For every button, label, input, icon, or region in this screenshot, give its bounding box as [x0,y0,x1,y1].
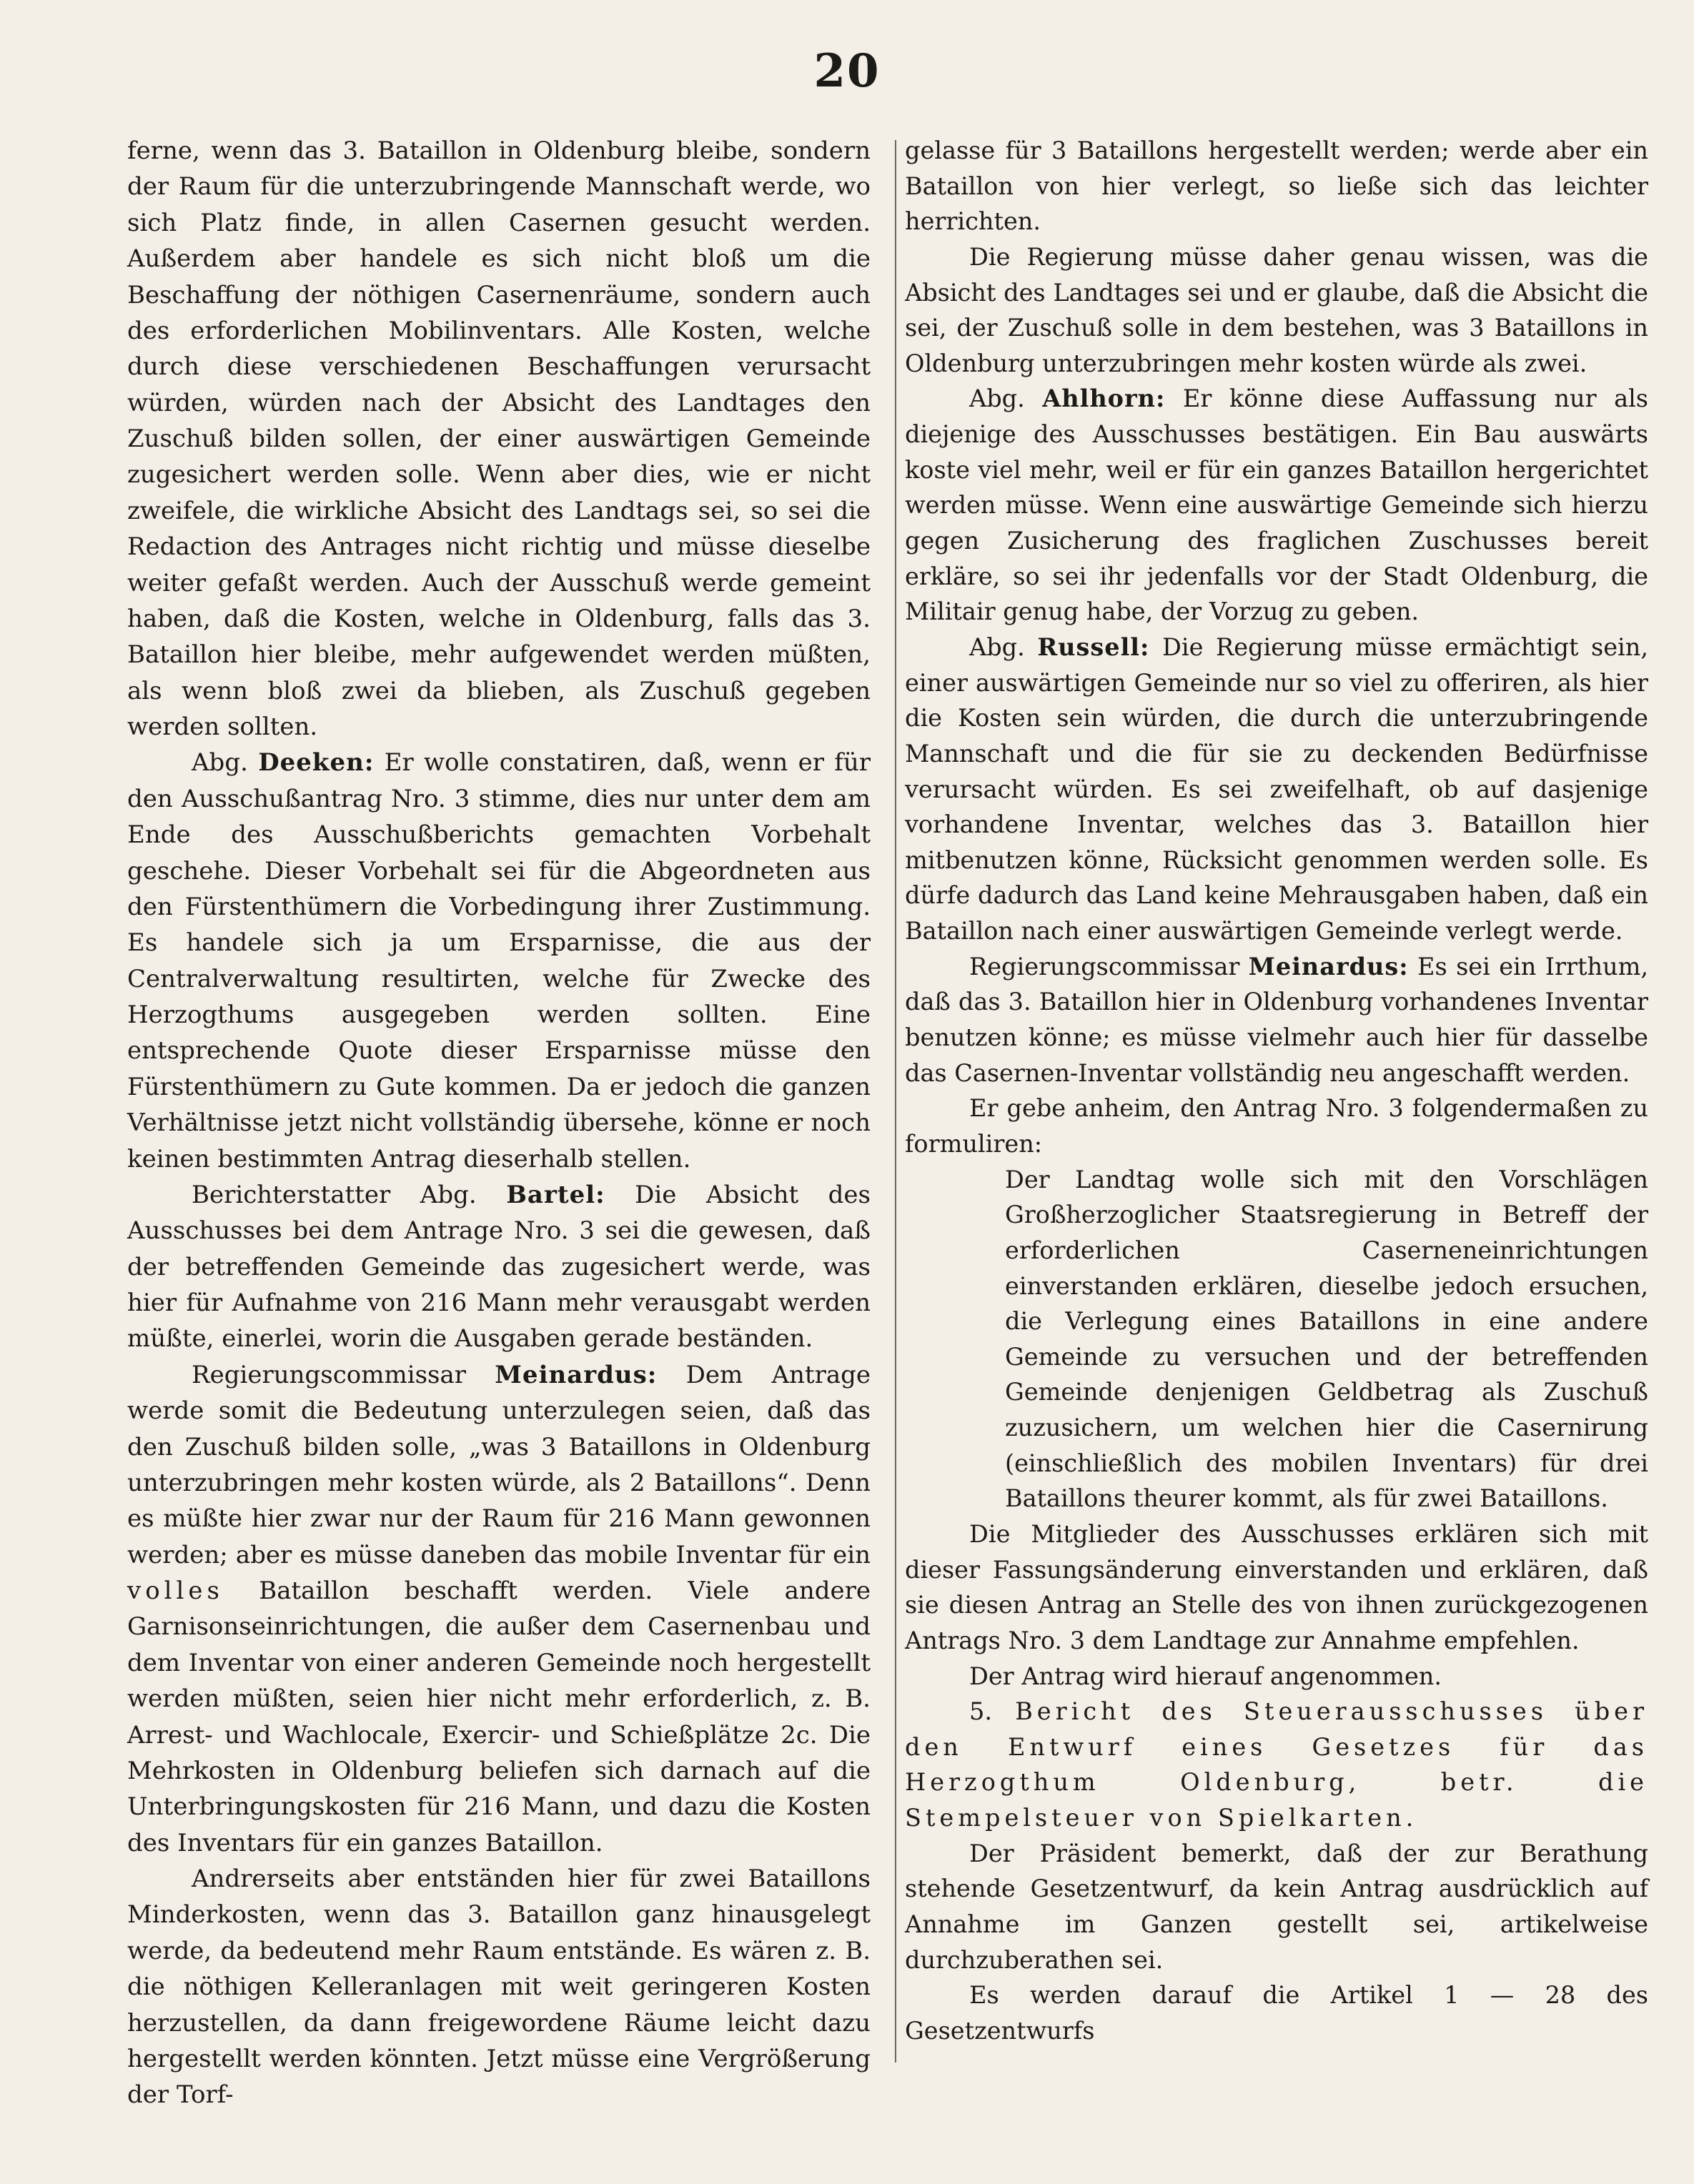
speech-text: Es sei ein Irrthum, daß das 3. Bataillon hier in Oldenburg vorhandenes Inventar benutzen könne; es müsse vielmehr auch hier für dasselbe das Casernen-Inventar vollständig neu angeschafft werden. [905,952,1649,1087]
speaker-prefix: Abg. [969,384,1025,413]
paragraph: gelasse für 3 Bataillons hergestellt werden; werde aber ein Bataillon von hier verlegt, so ließe sich das leichter herrichten. [905,136,1648,236]
spaced-emphasis: volles [127,1577,224,1605]
speaker-prefix: Regierungscommissar [192,1360,467,1389]
paragraph: Der Präsident bemerkt, daß der zur Berathung stehende Gesetzentwurf, da kein Antrag ausdrücklich auf Annahme im Ganzen gestellt sei, artikelweise durchzuberathen sei. [905,1839,1648,1974]
speaker-name: Russell: [1037,632,1150,661]
agenda-number: 5. [969,1697,992,1726]
paragraph-deeken [127,745,871,1177]
motion-quote: Der Landtag wolle sich mit den Vorschlägen Großherzoglicher Staatsregierung in Betreff der erforderlichen Caserneneinrichtungen einverstanden erklären, dieselbe jedoch ersuchen, die Verlegung eines Bataillons in eine andere Gemeinde zu versuchen und der betreffenden Gemeinde denjenigen Geldbetrag als Zuschuß zuzusichern, um welchen hier die Casernirung (einschließlich des mobilen Inventars) für drei Bataillons theurer kommt, als für zwei Bataillons. [1005,1165,1648,1513]
speaker-name: Ahlhorn: [1042,384,1166,413]
left-column [127,133,871,2113]
speech-text: Dem Antrage werde somit die Bedeutung unterzulegen seien, daß das den Zuschuß bilden solle, „was 3 Bataillons in Oldenburg unterzubringen mehr kosten würde, als 2 Bataillons“. Denn es müßte hier zwar nur der Raum für 216 Mann gewonnen werden; aber es müsse daneben das mobile Inventar für ein [127,1360,871,1569]
paragraph-meinardus [127,1357,871,1861]
speech-text: Er wolle constatiren, daß, wenn er für den Ausschußantrag Nro. 3 stimme, dies nur unter dem am Ende des Ausschußberichts gemachten Vorbehalt geschehe. Dieser Vorbehalt sei für die Abgeordneten aus den Fürstenthümern die Vorbedingung ihrer Zustimmung. Es handele sich ja um Ersparnisse, die aus der Centralverwaltung resultirten, welche für Zwecke des Herzogthums ausgegeben werden sollten. Eine entsprechende Quote dieser Ersparnisse müsse den Fürstenthümern zu Gute kommen. Da er jedoch die ganzen Verhältnisse jetzt nicht vollständig übersehe, könne er noch keinen bestimmten Antrag dieserhalb stellen. [127,748,871,1173]
paragraph: Es werden darauf die Artikel 1 — 28 des Gesetzentwurfs [905,1981,1648,2045]
agenda-title: Bericht des Steuerausschusses über den Entwurf eines Gesetzes für das Herzogthum Oldenburg, betr. die Stempelsteuer von Spielkarten. [905,1697,1648,1832]
page-number: 20 [813,44,881,98]
paragraph: ferne, wenn das 3. Bataillon in Oldenburg bleibe, sondern der Raum für die unterzubringende Mannschaft werde, wo sich Platz finde, in allen Casernen gesucht werden. Außerdem aber handele es sich nicht bloß um die Beschaffung der nöthigen Casernenräume, sondern auch des erforderlichen Mobilinventars. Alle Kosten, welche durch diese verschiedenen Beschaffungen verursacht würden, würden nach der Absicht des Landtages den Zuschuß bilden sollen, der einer auswärtigen Gemeinde zugesichert werden solle. Wenn aber dies, wie er nicht zweifele, die wirkliche Absicht des Landtags sei, so sei die Redaction des Antrages nicht richtig und müsse dieselbe weiter gefaßt werden. Auch der Ausschuß werde gemeint haben, daß die Kosten, welche in Oldenburg, falls das 3. Bataillon hier bleibe, mehr aufgewendet werden müßten, als wenn bloß zwei da blieben, als Zuschuß gegeben werden sollten. [127,136,871,741]
paragraph: Andrerseits aber entständen hier für zwei Bataillons Minderkosten, wenn das 3. Bataillon ganz hinausgelegt werde, da bedeutend mehr Raum entstände. Es wären z. B. die nöthigen Kelleranlagen mit weit geringeren Kosten herzustellen, da dann freigewordene Räume leicht dazu hergestellt werden könnten. Jetzt müsse eine Vergrößerung der Torf- [127,1865,871,2110]
paragraph: Der Antrag wird hierauf angenommen. [969,1662,1442,1690]
speaker-prefix: Regierungscommissar [969,952,1240,981]
speech-text: Bataillon beschafft werden. Viele andere Garnisonseinrichtungen, die außer dem Casernenbau und dem Inventar von einer anderen Gemeinde noch hergestellt werden müßten, seien hier nicht mehr erforderlich, z. B. Arrest- und Wachlocale, Exercir- und Schießplätze 2c. Die Mehrkosten in Oldenburg beliefen sich darnach auf die Unterbringungskosten für 216 Mann, und dazu die Kosten des Inventars für ein ganzes Bataillon. [127,1577,871,1857]
speaker-name: Deeken: [258,748,375,778]
speaker-name: Meinardus: [1248,952,1409,981]
speech-text: Er könne diese Auffassung nur als diejenige des Ausschusses bestätigen. Ein Bau auswärts koste viel mehr, weil er für ein ganzes Bataillon hergerichtet werden müsse. Wenn eine auswärtige Gemeinde sich hierzu gegen Zusicherung des fraglichen Zuschusses bereit erkläre, so sei ihr jedenfalls vor der Stadt Oldenburg, die Militair genug habe, der Vorzug zu geben. [905,384,1648,626]
speaker-name: Meinardus: [495,1360,658,1389]
speaker-prefix: Berichterstatter Abg. [192,1180,477,1209]
column-divider [895,140,896,2063]
speaker-prefix: Abg. [192,748,248,778]
right-column [905,133,1648,2049]
speaker-prefix: Abg. [969,632,1025,661]
speech-text: Die Absicht des Ausschusses bei dem Antrage Nro. 3 sei die gewesen, daß der betreffenden Gemeinde das zugesichert werde, was hier für Aufnahme von 216 Mann mehr verausgabt werden müßte, einerlei, worin die Ausgaben gerade beständen. [127,1180,871,1354]
paragraph: Die Regierung müsse daher genau wissen, was die Absicht des Landtages sei und er glaube, daß die Absicht die sei, der Zuschuß solle in dem bestehen, was 3 Bataillons in Oldenburg unterzubringen mehr kosten würde als zwei. [905,242,1648,377]
paragraph-meinardus [905,949,1648,1091]
paragraph-ahlhorn [905,381,1648,629]
paragraph: Die Mitglieder des Ausschusses erklären sich mit dieser Fassungsänderung einverstanden und erklären, daß sie diesen Antrag an Stelle des von ihnen zurückgezogenen Antrags Nro. 3 dem Landtage zur Annahme empfehlen. [905,1519,1648,1654]
paragraph: Er gebe anheim, den Antrag Nro. 3 folgendermaßen zu formuliren: [905,1094,1648,1158]
paragraph-russell [905,630,1648,949]
paragraph-bartel [127,1177,871,1357]
speech-text: Die Regierung müsse ermächtigt sein, einer auswärtigen Gemeinde nur so viel zu offeriren, als hier die Kosten sein würden, die durch die unterzubringende Mannschaft und die für sie zu deckenden Bedürfnisse verursacht würden. Es sei zweifelhaft, ob auf dasjenige vorhandene Inventar, welches das 3. Bataillon hier mitbenutzen könne, Rücksicht genommen werden solle. Es dürfe dadurch das Land keine Mehrausgaben haben, daß ein Bataillon nach einer auswärtigen Gemeinde verlegt werde. [905,632,1648,945]
speaker-name: Bartel: [506,1180,605,1209]
agenda-item-heading [905,1694,1648,1836]
